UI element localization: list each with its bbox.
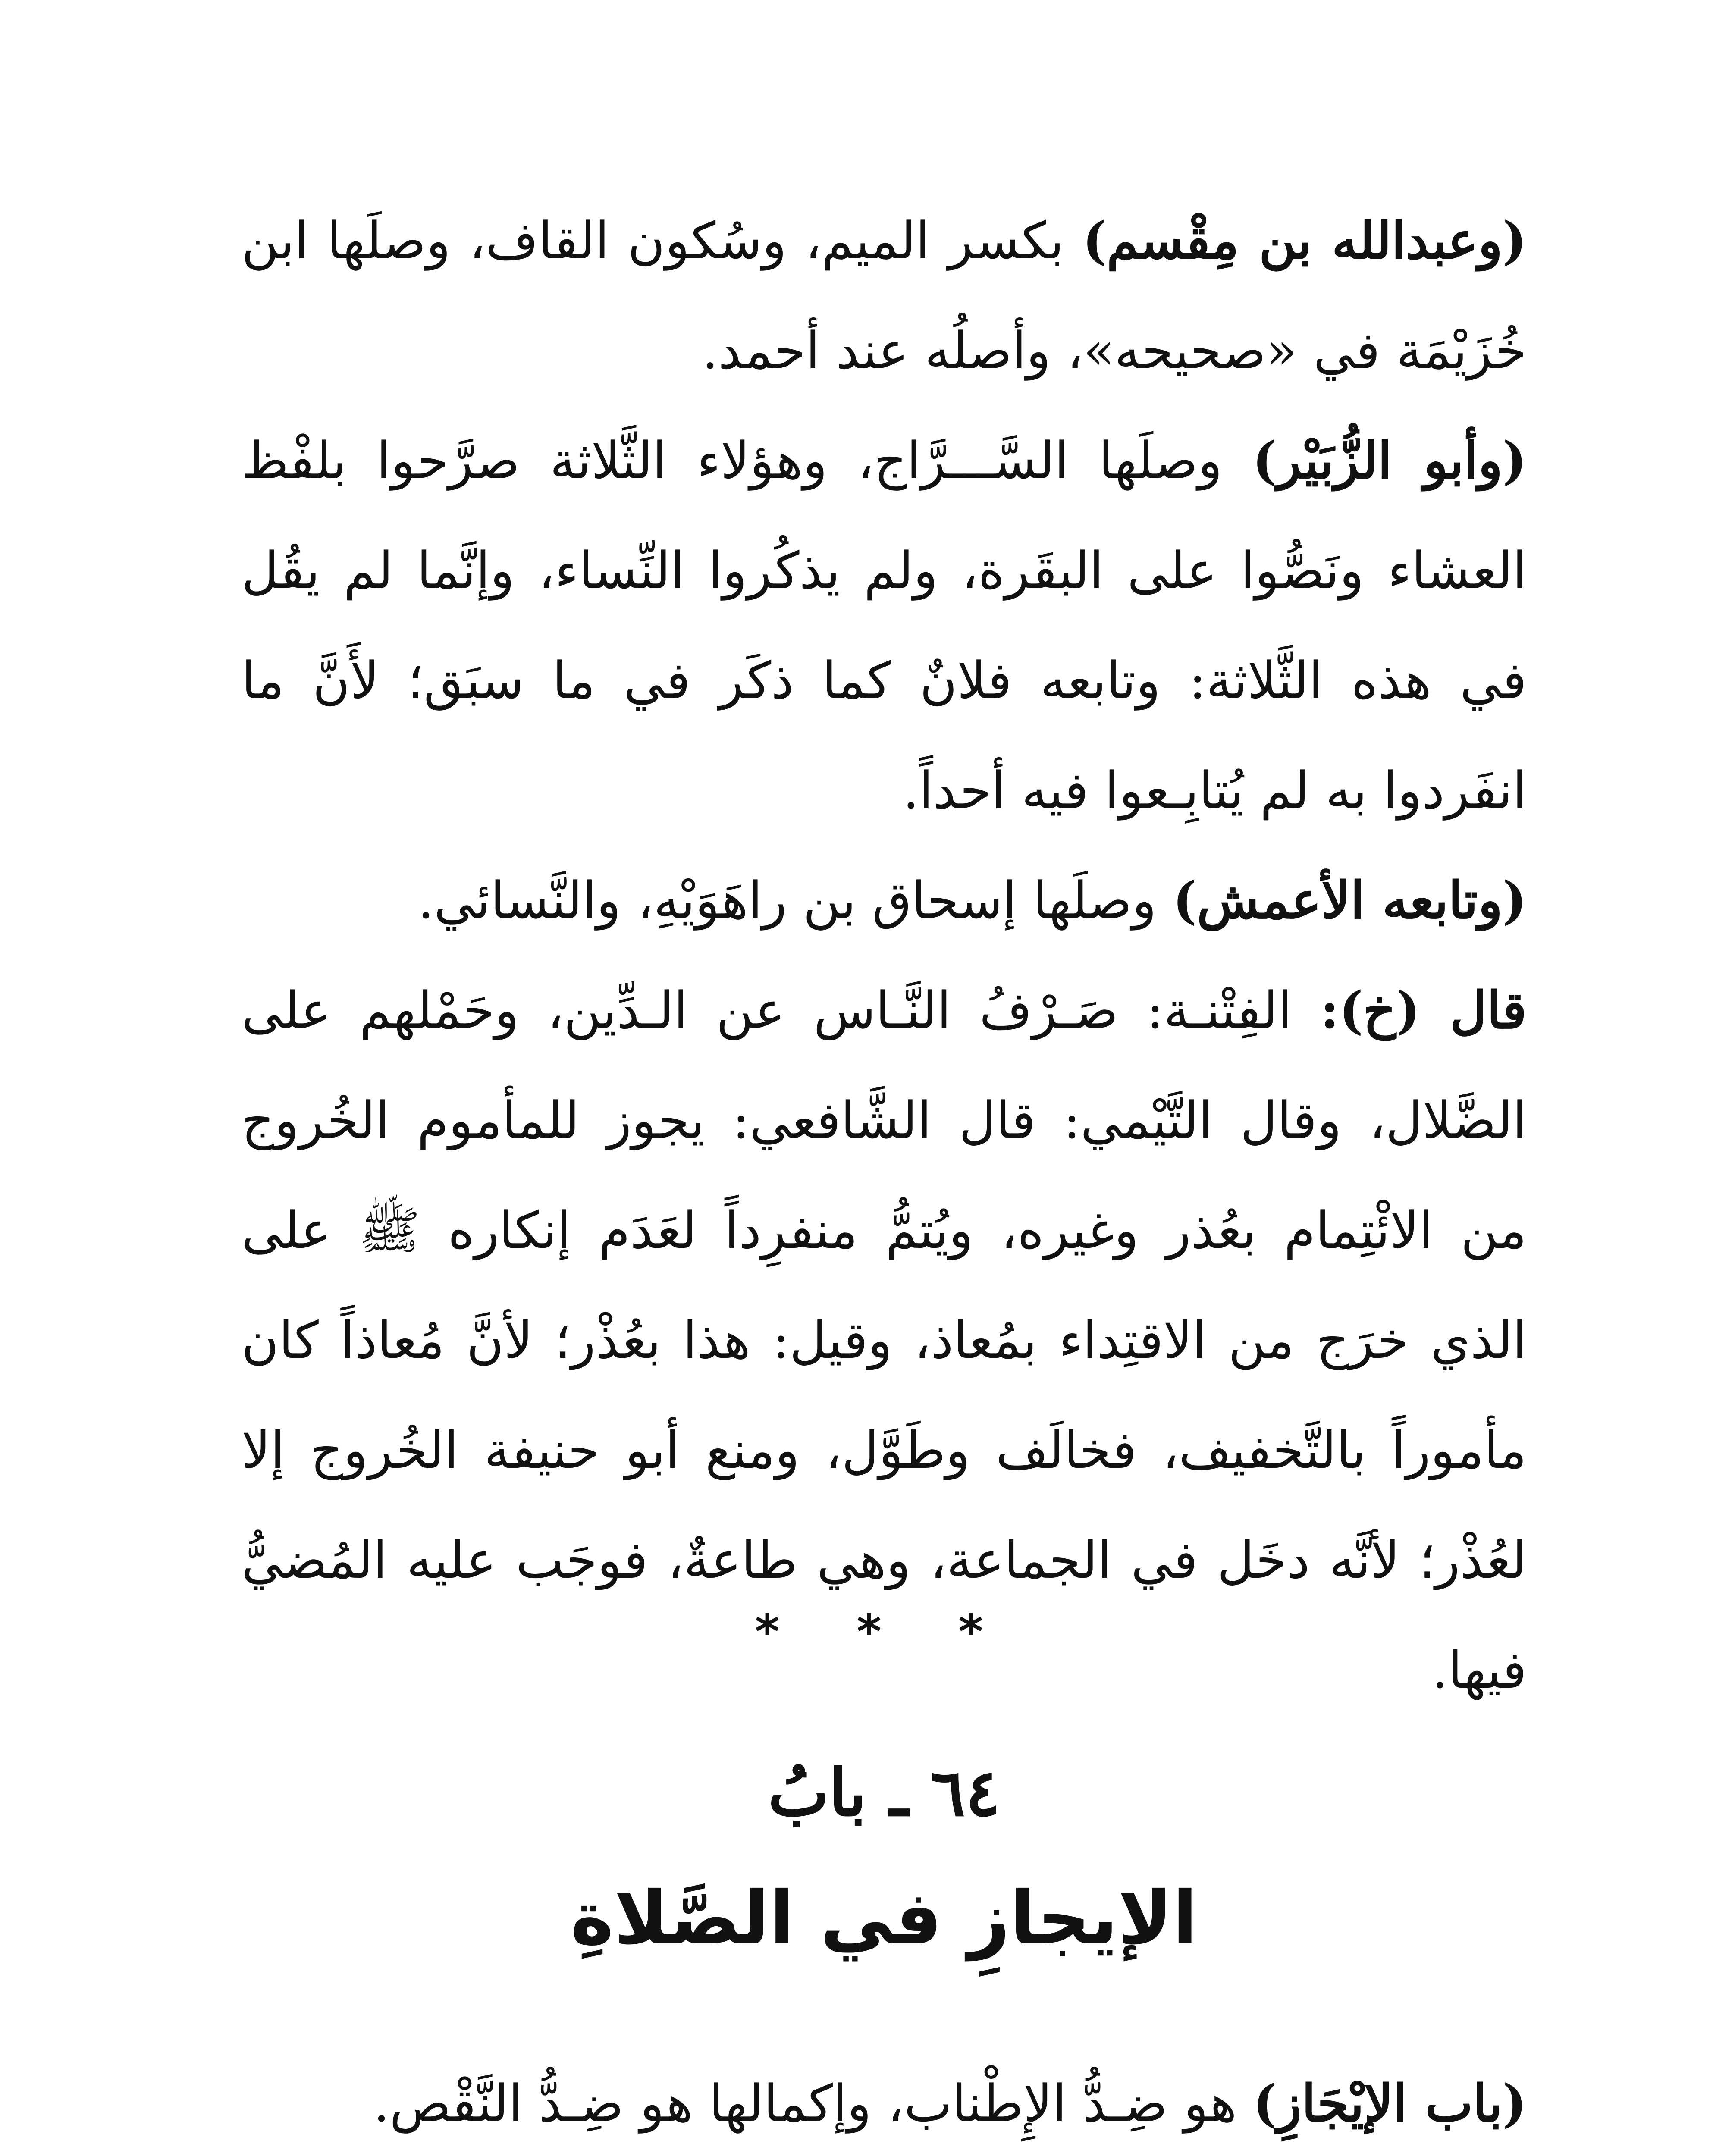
chapter-number: ٦٤ ـ بابُ [768,1755,1001,1831]
paragraph-text: هو ضِـدُّ الإِطْناب، وإكمالها هو ضِـدُّ النَّقْص. [373,2074,1253,2133]
paragraph-abdullah-ibn-miqsam [242,185,1527,406]
chapter-title: الإيجازِ في الصَّلاةِ [571,1876,1198,1961]
paragraph-text: بكسر الميم، وسُكون القاف، وصلَها ابن خُزَيْمَة في «صحيحه»، وأصلُه عند أحمد. [242,211,1527,380]
paragraph-text: وصلَها إسحاق بن راهَوَيْهِ، والنَّسائي. [417,871,1173,930]
paragraph-bab-al-ijaz [242,2048,1527,2156]
book-page [242,185,1527,2156]
paragraph-al-amash [242,845,1527,956]
paragraph-lead: (وتابعه الأعمش) [1173,870,1527,930]
paragraph-lead: قال (خ): [1320,980,1527,1040]
paragraph-lead: (وعبدالله بن مِقْسم) [1082,210,1527,270]
paragraph-lead: (وأبو الزُّبَيْر) [1252,430,1527,490]
paragraph-text: وصلَها السَّـــرَّاج، وهؤلاء الثَّلاثة صرَّحوا بلفْظ العشاء ونَصُّوا على البقَرة، ولم يذكُروا النِّساء، وإنَّما لم يقُل في هذه الثَّلاثة: وتابعه فلانٌ كما ذكَر في ما سبَق؛ لأَنَّ ما انفَردوا به لم يُتابِـعوا فيه أحداً. [242,431,1527,820]
paragraph-abu-zubayr [242,405,1527,846]
paragraph-text: الفِتْنـة: صَـرْفُ النَّـاس عن الـدِّين، وحَمْلهم على الضَّلال، وقال التَّيْمي: قال الشَّافعي: يجوز للمأموم الخُروج من الائْتِمام بعُذر وغيره، ويُتمُّ منفرِداً لعَدَم إنكاره ﷺ على الذي خرَج من الاقتِداء بمُعاذ، وقيل: هذا بعُذْر؛ لأنَّ مُعاذاً كان مأموراً بالتَّخفيف، فخالَف وطَوَّل، ومنع أبو حنيفة الخُروج إلا لعُذْر؛ لأنَّه دخَل في الجماعة، وهي طاعةٌ، فوجَب عليه المُضيُّ فيها. [242,981,1527,1700]
section-separator: * * * [755,1604,1013,1659]
paragraph-lead: (باب الإيْجَازِ) [1253,2073,1527,2133]
